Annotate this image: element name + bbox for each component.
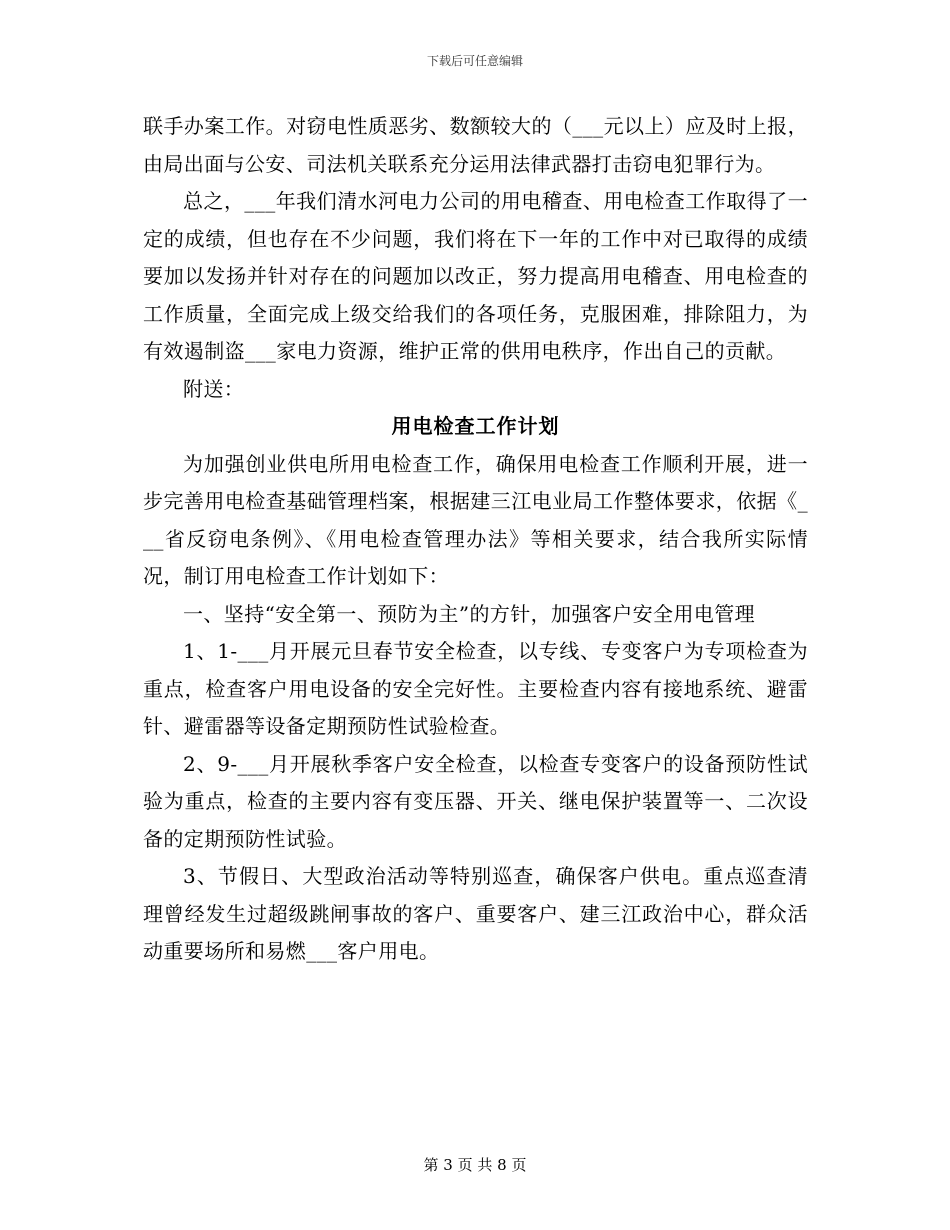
paragraph-item-1: 1、1-___月开展元旦春节安全检查，以专线、专变客户为专项检查为重点，检查客户用电设备的安全完好性。主要检查内容有接地系统、避雷针、避雷器等设备定期预防性试验检查。 <box>143 639 808 738</box>
paragraph-heading-one: 一、坚持“安全第一、预防为主”的方针，加强客户安全用电管理 <box>183 601 756 626</box>
paragraph-item-3: 3、节假日、大型政治活动等特别巡查，确保客户供电。重点巡查清理曾经发生过超级跳闸事故的客户、重要客户、建三江政治中心，群众活动重要场所和易燃___客户用电。 <box>143 864 808 963</box>
page-header-note: 下载后可任意编辑 <box>426 54 523 68</box>
section-title: 用电检查工作计划 <box>391 414 560 438</box>
page-number: 第 3 页 共 8 页 <box>423 1156 527 1174</box>
paragraph-attachment-label: 附送： <box>183 376 245 401</box>
paragraph-summary: 总之，___年我们清水河电力公司的用电稽查、用电检查工作取得了一定的成绩，但也存在不少问题，我们将在下一年的工作中对已取得的成绩要加以发扬并针对存在的问题加以改正，努力提高用电稽查、用电检查的工作质量，全面完成上级交给我们的各项任务，克服困难，排除阻力，为有效遏制盗___家电力资源，维护正常的供用电秩序，作出自己的贡献。 <box>143 189 808 363</box>
document-body <box>143 108 808 971</box>
paragraph-continuation: 联手办案工作。对窃电性质恶劣、数额较大的（___元以上）应及时上报，由局出面与公安、司法机关联系充分运用法律武器打击窃电犯罪行为。 <box>143 114 808 176</box>
paragraph-item-2: 2、9-___月开展秋季客户安全检查，以检查专变客户的设备预防性试验为重点，检查的主要内容有变压器、开关、继电保护装置等一、二次设备的定期预防性试验。 <box>143 751 808 851</box>
paragraph-intro: 为加强创业供电所用电检查工作，确保用电检查工作顺利开展，进一步完善用电检查基础管理档案，根据建三江电业局工作整体要求，依据《___省反窃电条例》、《用电检查管理办法》等相关要求，结合我所实际情况，制订用电检查工作计划如下： <box>143 451 808 588</box>
